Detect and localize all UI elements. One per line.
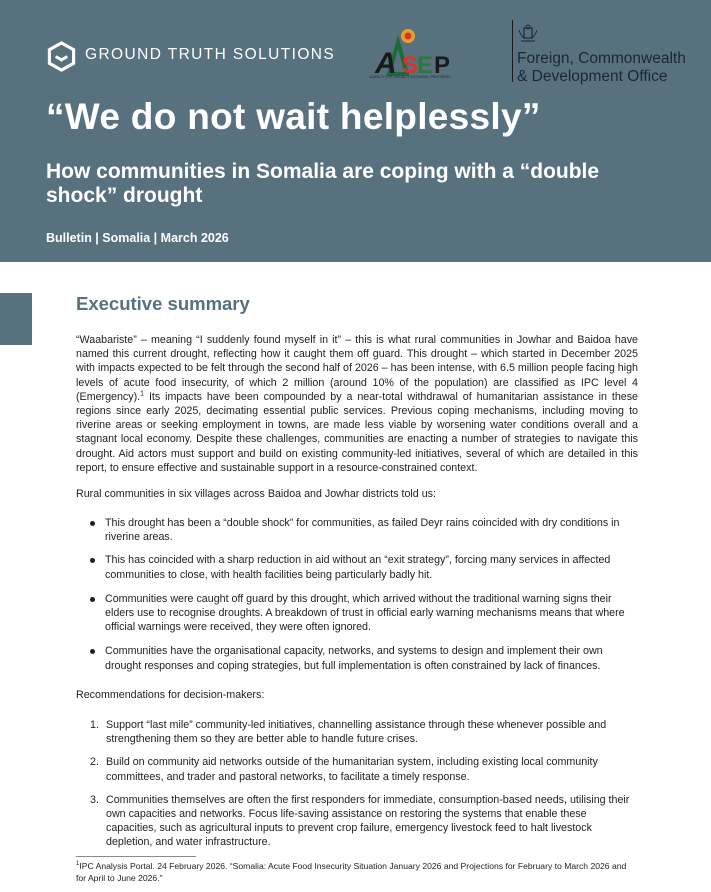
svg-text:S: S [402,52,419,79]
finding-text: This has coincided with a sharp reduction in aid without an “exit strategy”, forcing many services in affected communities to close, with health facilities being particularly badly hit. [105,554,611,581]
bullet-icon [90,521,95,526]
list-item [90,592,638,635]
bulletin-meta: Bulletin | Somalia | March 2026 [46,231,229,245]
item-number: 1. [90,719,99,731]
findings-list [90,516,638,673]
recommendations-list [90,718,638,850]
intro-paragraph [76,333,638,475]
footnote-text: IPC Analysis Portal. 24 February 2026. “Somalia: Acute Food Insecurity Situation January 2026 and Projections for February to March 2026 and for April to June 2026.” [76,861,627,883]
item-number: 3. [90,793,99,806]
ground-truth-solutions-logo-icon [46,41,77,72]
intro-text-part1: “Waabariste” – meaning “I suddenly found myself in it” – this is what rural communities in Jowhar and Baidoa have named this current drought, reflecting how it caught them off guard. This drought – which started in December 2025 with impacts expected to be felt through the second half of 2026 – has been intense, with 6.5 million people facing high levels of acute food insecurity, of which 2 million (around 10% of the population) are classified as IPC level 4 (Emergency). [76,334,638,403]
footnote-divider [76,856,196,857]
bullet-icon [90,597,95,602]
fcdo-divider [512,20,513,82]
footnote-number: 1 [76,861,80,868]
fcdo-logo [505,18,705,88]
bullet-icon [90,558,95,563]
fcdo-name-line1: Foreign, Commonwealth [517,50,686,67]
section-marker-tab [0,293,32,345]
finding-text: This drought has been a “double shock” for communities, as failed Deyr rains coincided with dry conditions in riverine areas. [105,517,620,544]
svg-text:E: E [417,52,434,79]
list-item [90,644,638,672]
finding-text: Communities have the organisational capacity, networks, and systems to design and implement their own drought responses and coping strategies, but full implementation is often constrained by lack of finances. [105,645,603,672]
svg-text:P: P [434,52,451,79]
svg-text:A: A [375,47,397,80]
cover-header [0,0,711,262]
finding-text: Communities were caught off guard by this drought, which arrived without the traditional warning signs their elders use to recognise droughts. A breakdown of trust in official early warning mechanisms means that where official warnings were received, they were often ignored. [105,592,625,634]
list-item [90,516,638,544]
recommendation-text: Build on community aid networks outside of the humanitarian system, including existing local community committees, and trader and pastoral networks, to facilitate a timely response. [106,756,598,783]
fcdo-name-line2: & Development Office [517,68,668,85]
royal-crest-icon [517,24,539,44]
page-title: “We do not wait helplessly” [46,96,541,137]
item-number: 2. [90,756,99,769]
asep-caption: AGENCY FOR SOCIAL & ECONOMIC PROGRESS [369,75,451,79]
list-item [90,793,638,850]
list-item [90,553,638,581]
recommendation-text: Communities themselves are often the first responders for immediate, consumption-based needs, utilising their own capacities and networks. Focus life-saving assistance on restoring the systems that enable these capacities, such as agricultural inputs to prevent crop failure, emergency livestock feed to halt livestock depletion, and water infrastructure. [106,793,630,849]
footnote [76,861,638,884]
recommendations-lead: Recommendations for decision-makers: [76,689,265,701]
footnote-ref[interactable]: 1 [140,390,145,398]
list-item [90,718,638,746]
findings-lead: Rural communities in six villages across Baidoa and Jowhar districts told us: [76,488,436,500]
section-heading: Executive summary [76,293,250,314]
org-name: GROUND TRUTH SOLUTIONS [85,46,336,63]
recommendation-text: Support “last mile” community-led initiatives, channelling assistance through these whenever possible and strengthening them so they are better able to handle future crises. [106,719,607,746]
page-subtitle: How communities in Somalia are coping with a “double shock” drought [46,160,600,207]
bullet-icon [90,649,95,654]
list-item [90,755,638,783]
intro-text-part2: Its impacts have been compounded by a near-total withdrawal of humanitarian assistance in these regions since early 2025, decimating essential public services. Previous coping mechanisms, including moving to riverine areas or seeking employment in towns, are made less viable by worsening water conditions overall and a stagnant local economy. Despite these challenges, communities are enacting a number of strategies to navigate this drought. Aid actors must support and build on existing community-led initiatives, several of which are detailed in this report, to ensure effective and sustainable support in a resource-constrained context. [76,390,638,474]
